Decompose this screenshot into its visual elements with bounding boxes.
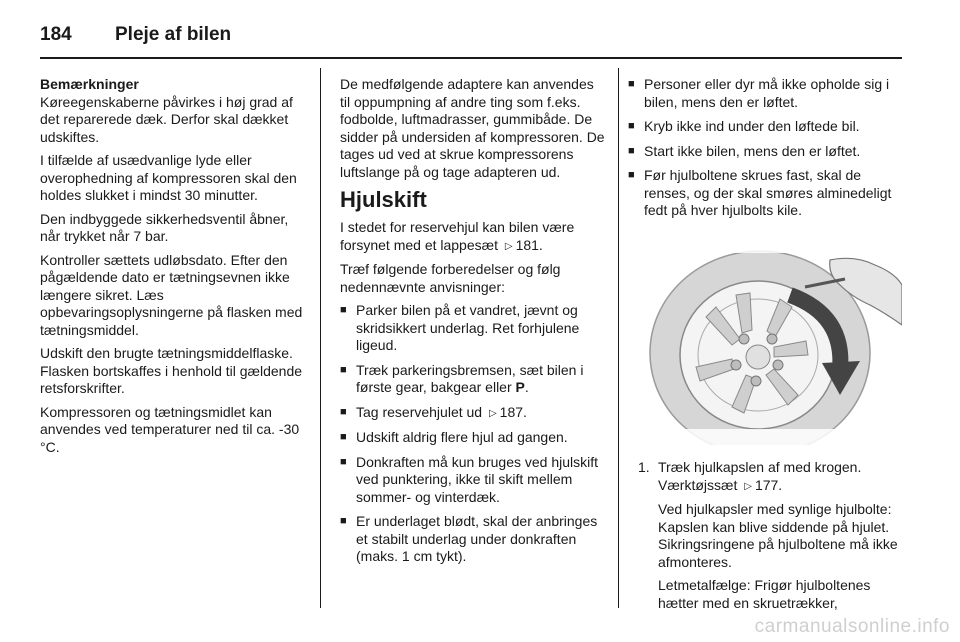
column-divider-2 <box>618 68 619 608</box>
note-paragraph: Udskift den brugte tætningsmiddelflaske. Flasken bortskaffes i henhold til gældende retsforskrifter. <box>40 345 303 396</box>
hubcap-removal-illustration <box>640 235 902 445</box>
note-heading: Bemærkninger <box>40 76 139 92</box>
list-item <box>340 362 605 397</box>
page-number: 184 <box>40 24 72 45</box>
step-number: 1. <box>638 459 650 475</box>
list-item-text: Tag reservehjulet ud <box>356 403 483 420</box>
page-reference-number: 177. <box>754 476 783 493</box>
safety-list <box>628 76 903 220</box>
list-item-text: Personer eller dyr må ikke opholde sig i bilen, mens den er løftet. <box>644 76 890 110</box>
column-1 <box>40 76 305 462</box>
page-reference[interactable] <box>486 404 527 420</box>
list-item <box>340 454 605 507</box>
list-item-text: Parker bilen på et vandret, jævnt og skridsikkert underlag. Ret forhjulene ligeud. <box>356 302 580 353</box>
chapter-title: Pleje af bilen <box>115 24 232 45</box>
note-paragraph: Køreegenskaberne påvirkes i høj grad af det reparerede dæk. Derfor skal dækket udskiftes. <box>40 93 293 145</box>
triangle-right-icon: ▷ <box>488 407 497 419</box>
section-heading: Hjulskift <box>340 187 427 212</box>
list-item <box>628 167 903 220</box>
adapter-paragraph: De medfølgende adaptere kan anvendes til oppumpning af andre ting som f.eks. fodbolde, luftmadrasser, gummibåde. De sidder på undersiden af kompressoren. De tages ud ved at skrue kompressorens luftslange på og tage adapteren ud. <box>340 76 605 180</box>
step-text <box>658 459 903 495</box>
list-item <box>628 143 903 161</box>
column-divider-1 <box>320 68 321 608</box>
list-item <box>340 302 605 355</box>
list-item-text: Donkraften må kun bruges ved hjulskift ved punktering, ikke til skift mellem sommer- og vinterdæk. <box>356 453 599 505</box>
list-item <box>340 429 605 447</box>
column-2 <box>340 76 605 573</box>
list-item-text: Træk parkeringsbremsen, sæt bilen i første gear, bakgear eller <box>356 361 584 395</box>
list-item-text: Kryb ikke ind under den løftede bil. <box>644 118 860 134</box>
paragraph-text: I stedet for reservehjul kan bilen være forsynet med et lappesæt <box>340 219 575 253</box>
list-item-text: . <box>524 379 529 395</box>
page-reference-number: 187. <box>499 403 527 420</box>
note-paragraph: Kompressoren og tætningsmidlet kan anvendes ved temperaturer ned til ca. -30 °C. <box>40 403 300 455</box>
preparation-list <box>340 302 605 566</box>
list-item-text: Før hjulboltene skrues fast, skal de renses, og der skal smøres alminedeligt fedt på hver hjulbolts kile. <box>644 167 892 218</box>
page-header <box>40 20 231 50</box>
page-reference-number: 181. <box>515 236 543 253</box>
step-note: Letmetalfælge: Frigør hjulboltenes hætter med en skruetrækker, <box>658 577 871 611</box>
steps-list <box>628 459 903 612</box>
page-reference[interactable] <box>502 237 543 253</box>
list-item <box>628 76 903 111</box>
list-item-text: Er underlaget blødt, skal der anbringes et stabilt underlag under donkraften (maks. 1 cm tykt). <box>356 513 598 564</box>
list-item-text: Start ikke bilen, mens den er løftet. <box>644 142 861 159</box>
list-item <box>340 513 605 566</box>
triangle-right-icon: ▷ <box>504 240 513 252</box>
page-reference[interactable] <box>741 477 782 493</box>
step-item <box>628 459 903 612</box>
list-item <box>628 118 903 136</box>
triangle-right-icon: ▷ <box>744 480 752 492</box>
header-rule <box>40 57 902 59</box>
note-paragraph: Kontroller sættets udløbsdato. Efter den pågældende dato er tætningsevnen ikke længere sikret. Læs opbevaringsoplysningerne på flasken med tætningsmiddel. <box>40 251 303 338</box>
watermark: carmanualsonline.info <box>754 616 950 637</box>
step-text-main: Træk hjulkapslen af med krogen. Værktøjssæt <box>658 459 862 493</box>
list-item-text: Udskift aldrig flere hjul ad gangen. <box>356 429 568 445</box>
preparation-paragraph: Træf følgende forberedelser og følg nedennævnte anvisninger: <box>340 261 561 295</box>
column-3 <box>628 76 903 612</box>
spare-wheel-paragraph <box>340 219 605 255</box>
note-paragraph: I tilfælde af usædvanlige lyde eller overophedning af kompressoren skal den holdes slukket i mindst 30 minutter. <box>40 152 297 203</box>
list-item <box>340 404 605 423</box>
step-note: Ved hjulkapsler med synlige hjulbolte: Kapslen kan blive siddende på hjulet. Sikringsringene på hjulboltene må ikke afmonteres. <box>658 501 898 570</box>
note-paragraph: Den indbyggede sikkerhedsventil åbner, når trykket når 7 bar. <box>40 210 289 244</box>
gear-symbol: P <box>515 379 525 395</box>
